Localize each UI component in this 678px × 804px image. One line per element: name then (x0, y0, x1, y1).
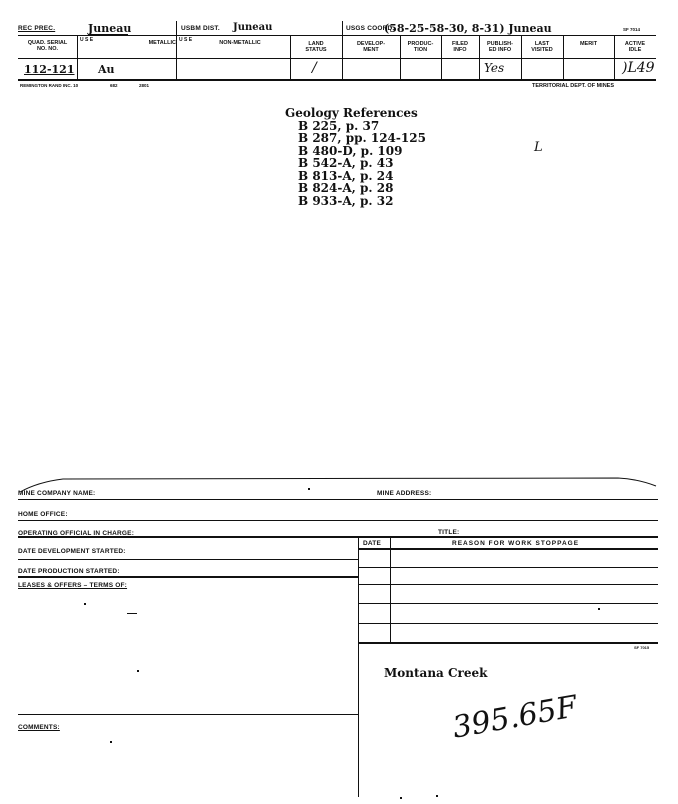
usbm-dist-label: USBM DIST. (181, 25, 220, 32)
usgs-coord-value: (58-25-58-30, 8-31) Juneau (384, 22, 552, 35)
scan-speck (598, 608, 600, 610)
active-idle-header: ACTIVE IDLE (624, 41, 646, 53)
usgs-coord-label: USGS COORD. (346, 25, 395, 32)
margin-mark: L (534, 140, 543, 155)
mine-address-label: MINE ADDRESS: (377, 490, 432, 497)
production-header: PRODUC- TION (407, 41, 434, 53)
operating-official-label: OPERATING OFFICIAL IN CHARGE: (18, 530, 135, 537)
filed-info-header: FILED INFO (452, 41, 468, 53)
active-idle-value: )L49 (622, 60, 655, 76)
home-office-label: HOME OFFICE: (18, 511, 68, 518)
last-visited-header: LAST VISITED (531, 41, 553, 53)
scan-speck (110, 741, 112, 743)
development-header: DEVELOP- MENT (356, 41, 386, 53)
rec-prec-value: Juneau (88, 22, 132, 35)
lower-form-number: SF 7015 (634, 645, 650, 650)
usbm-dist-value: Juneau (233, 22, 273, 33)
geology-references (285, 107, 426, 207)
published-info-header: PUBLISH- ED INFO (487, 41, 513, 53)
merit-header: MERIT (579, 41, 598, 47)
references-title: Geology References (285, 106, 418, 120)
date-development-started-label: DATE DEVELOPMENT STARTED: (18, 548, 126, 555)
reference-item: B 542-A, p. 43 (298, 156, 394, 170)
code1-label: 682 (110, 83, 118, 88)
location-stamp: Montana Creek (384, 666, 488, 680)
scan-speck (84, 603, 86, 605)
leases-offers-label: LEASES & OFFERS – TERMS OF: (18, 582, 128, 589)
land-status-value: / (312, 60, 317, 76)
reference-item: B 813-A, p. 24 (298, 168, 394, 183)
non-metallic-header: NON-METALLIC (219, 40, 261, 46)
form-number: SF 7014 (623, 27, 641, 32)
torn-edge-line (18, 474, 658, 494)
handwritten-number: 395.65F (449, 689, 580, 746)
scan-speck (400, 797, 402, 799)
quad-serial-header: QUAD. SERIAL NO. NO. (27, 40, 68, 52)
scan-speck (436, 795, 438, 797)
scan-speck (137, 670, 139, 672)
reference-item: B 287, pp. 124-125 (298, 131, 426, 145)
quad-serial-value: 112-121 (24, 63, 75, 76)
printer-label: REMINGTON RAND INC. 10 (20, 83, 79, 88)
reference-item: B 225, p. 37 (298, 118, 380, 133)
comments-label: COMMENTS: (18, 724, 60, 731)
date-production-started-label: DATE PRODUCTION STARTED: (18, 568, 120, 575)
use-marker-2: U S E (179, 37, 193, 43)
reference-item: B 824-A, p. 28 (298, 181, 394, 195)
metallic-value: Au (98, 63, 115, 76)
title-label: TITLE: (438, 529, 460, 536)
reference-item: B 480-D, p. 109 (298, 143, 403, 158)
date-column-header: DATE (363, 540, 382, 547)
metallic-header: METALLIC (148, 40, 176, 46)
code2-label: 2801 (139, 83, 150, 88)
published-info-value: Yes (484, 61, 505, 75)
use-marker: U S E (80, 37, 94, 43)
mine-company-name-label: MINE COMPANY NAME: (18, 490, 96, 497)
land-status-header: LAND STATUS (305, 41, 327, 53)
scan-mark (127, 613, 137, 614)
reference-item: B 933-A, p. 32 (298, 193, 394, 208)
department-label: TERRITORIAL DEPT. OF MINES (532, 83, 614, 89)
reason-column-header: REASON FOR WORK STOPPAGE (452, 540, 580, 547)
rec-prec-label: REC PREC. (18, 25, 56, 32)
scan-speck (308, 488, 310, 490)
